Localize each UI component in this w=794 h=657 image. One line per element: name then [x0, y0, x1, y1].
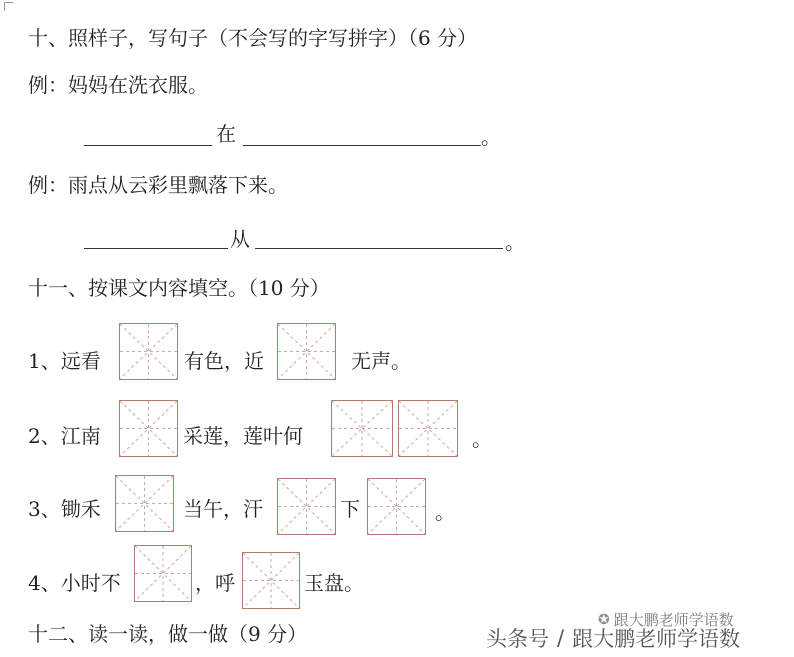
writing-grid-box[interactable]: [134, 545, 192, 602]
q3-middle: 当午，汗: [183, 497, 263, 521]
grid-guide-lines: [116, 476, 173, 531]
watermark-account: 跟大鹏老师学语数: [572, 627, 741, 651]
fill-1-word: 在: [216, 122, 236, 146]
fill-blank-1a[interactable]: [84, 145, 212, 146]
grid-guide-lines: [243, 553, 299, 608]
q4-middle: ，呼: [195, 571, 235, 595]
writing-grid-box[interactable]: [331, 400, 393, 457]
writing-grid-box[interactable]: [398, 400, 458, 457]
fill-blank-2b[interactable]: [255, 248, 503, 249]
fill-2-end: 。: [505, 230, 525, 254]
q1-middle: 有色，近: [184, 349, 264, 373]
q3-end: 。: [435, 500, 455, 524]
q3-middle-2: 下: [340, 497, 360, 521]
grid-guide-lines: [278, 324, 335, 379]
watermark: [486, 623, 740, 653]
grid-guide-lines: [332, 401, 392, 456]
section-10-title: 十、照样子，写句子（不会写的字写拼字）（6 分）: [28, 26, 478, 50]
q3-number: 3、锄禾: [28, 497, 101, 521]
writing-grid-box[interactable]: [119, 400, 178, 457]
section-11-title: 十一、按课文内容填空。（10 分）: [28, 276, 330, 300]
writing-grid-box[interactable]: [367, 478, 426, 535]
fill-blank-2a[interactable]: [84, 248, 228, 249]
q4-number: 4、小时不: [28, 571, 121, 595]
watermark-separator: /: [557, 626, 565, 650]
grid-guide-lines: [368, 479, 425, 534]
page-corner-mark: [4, 2, 13, 11]
q2-number: 2、江南: [28, 424, 101, 448]
q4-end: 玉盘。: [304, 571, 364, 595]
writing-grid-box[interactable]: [277, 478, 336, 535]
q1-number: 1、远看: [28, 349, 101, 373]
wechat-icon: ✪: [598, 611, 610, 628]
watermark-account-small: 跟大鹏老师学语数: [613, 611, 734, 629]
grid-guide-lines: [120, 324, 177, 379]
grid-guide-lines: [278, 479, 335, 534]
writing-grid-box[interactable]: [242, 552, 300, 609]
q1-end: 无声。: [351, 349, 411, 373]
example-1-text: 例：妈妈在洗衣服。: [28, 73, 208, 97]
fill-2-word: 从: [230, 227, 250, 251]
fill-1-end: 。: [481, 125, 501, 149]
writing-grid-box[interactable]: [277, 323, 336, 380]
grid-guide-lines: [135, 546, 191, 601]
q2-middle: 采莲，莲叶何: [183, 424, 303, 448]
example-2-text: 例：雨点从云彩里飘落下来。: [28, 173, 288, 197]
grid-guide-lines: [120, 401, 177, 456]
grid-guide-lines: [399, 401, 457, 456]
writing-grid-box[interactable]: [115, 475, 174, 532]
section-12-title: 十二、读一读，做一做（9 分）: [28, 622, 308, 646]
q2-end: 。: [472, 427, 492, 451]
writing-grid-box[interactable]: [119, 323, 178, 380]
fill-blank-1b[interactable]: [243, 145, 481, 146]
watermark-platform: 头条号: [486, 627, 549, 651]
